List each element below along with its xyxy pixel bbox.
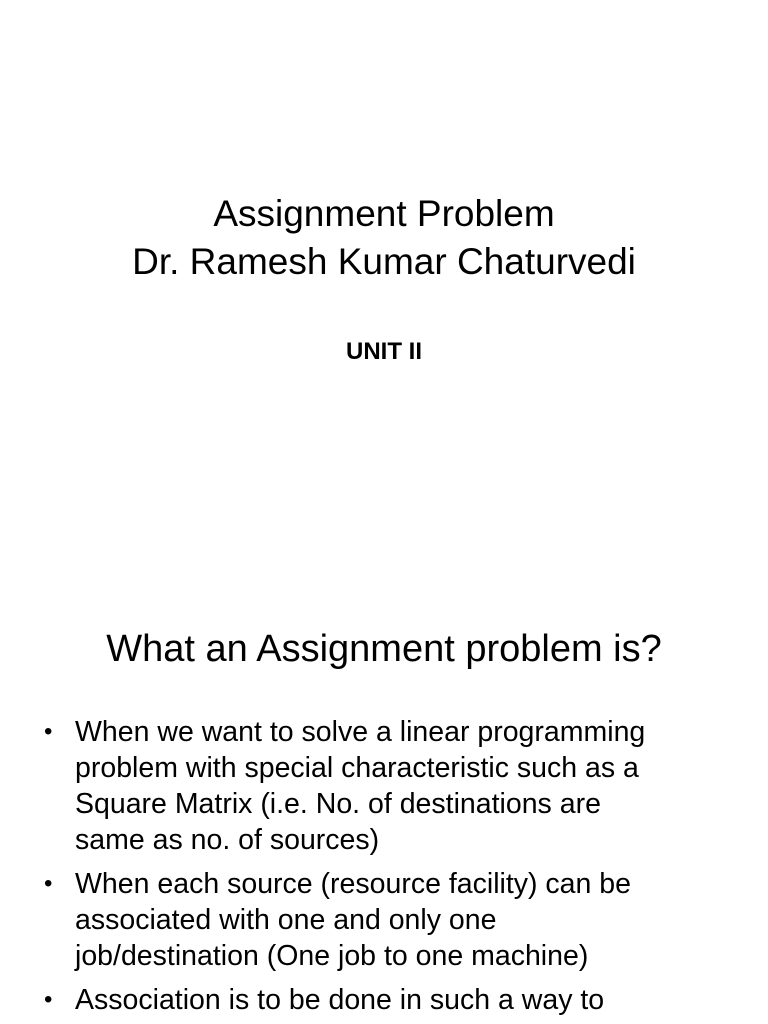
bullet-item: [40, 714, 730, 858]
bullet-text-line: same as no. of sources): [75, 824, 380, 856]
bullet-text-line: associated with one and only one: [75, 904, 497, 936]
author-line: Dr. Ramesh Kumar Chaturvedi: [132, 241, 636, 282]
bullet-text-line: problem with special characteristic such as a: [75, 752, 639, 784]
bullet-text-line: Association is to be done in such a way to: [75, 984, 605, 1016]
slide-title: [0, 190, 768, 286]
bullet-text-line: When we want to solve a linear programming: [75, 716, 646, 748]
bullet-text-line: When each source (resource facility) can be: [75, 868, 632, 900]
bullet-text-line: Square Matrix (i.e. No. of destinations are: [75, 788, 601, 820]
bullet-text-line: job/destination (One job to one machine): [75, 940, 589, 972]
bullet-icon: •: [44, 986, 53, 1013]
bullet-item: [40, 982, 730, 1018]
unit-subtitle: UNIT II: [346, 338, 422, 365]
bullet-item: [40, 866, 730, 974]
bullet-icon: •: [44, 870, 53, 897]
slide-heading: What an Assignment problem is?: [106, 628, 662, 670]
content-slide: [0, 576, 768, 1024]
bullet-list: [40, 714, 730, 1024]
bullet-icon: •: [44, 718, 53, 745]
title-line: Assignment Problem: [213, 193, 555, 234]
